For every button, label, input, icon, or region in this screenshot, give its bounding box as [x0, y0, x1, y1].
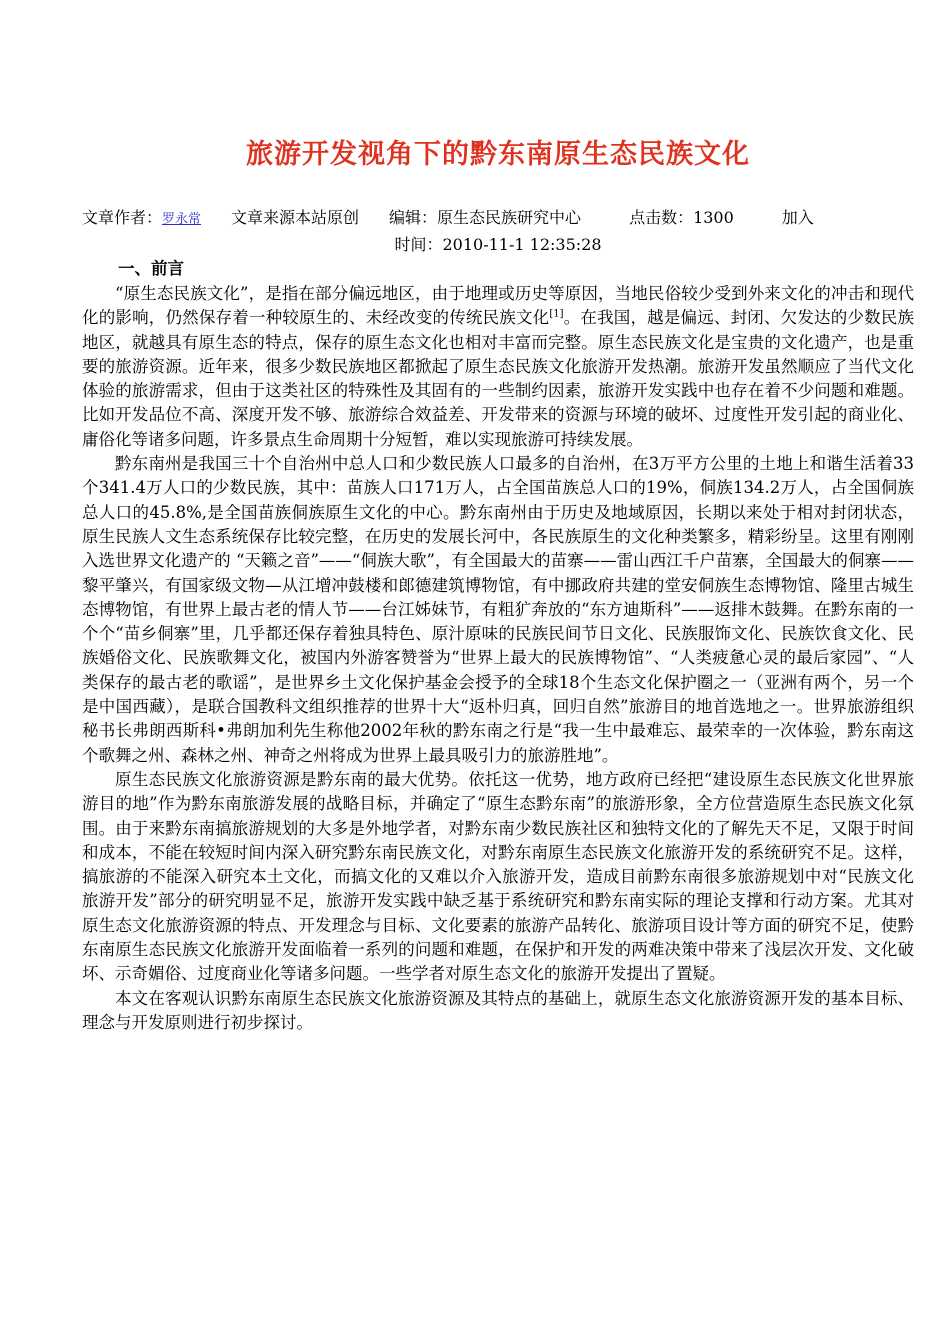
footnote-ref[interactable]: [1]	[549, 308, 564, 320]
paragraph: 黔东南州是我国三十个自治州中总人口和少数民族人口最多的自治州，在3万平方公里的土地上和谐生活着33个341.4万人口的少数民族，其中：苗族人口171万人，占全国苗族总人口的19%，侗族134.2万人，占全国侗族总人口的45.8%,是全国苗族侗族原生文化的中心。黔东南州由于历史及地域原因，长期以来处于相对封闭状态，原生民族人文生态系统保存比较完整，在历史的发展长河中，各民族原生的文化种类繁多，精彩纷呈。这里有刚刚入选世界文化遗产的 “天籁之音”——“侗族大歌”，有全国最大的苗寨——雷山西江千户苗寨，全国最大的侗寨——黎平肇兴，有国家级文物—从江增冲鼓楼和郎德建筑博物馆，有中挪政府共建的堂安侗族生态博物馆、隆里古城生态博物馆，有世界上最古老的情人节——台江姊妹节，有粗犷奔放的“东方迪斯科”——返排木鼓舞。在黔东南的一个个“苗乡侗寨”里，几乎都还保存着独具特色、原汁原味的民族民间节日文化、民族服饰文化、民族饮食文化、民族婚俗文化、民族歌舞文化，被国内外游客赞誉为“世界上最大的民族博物馆”、“人类疲惫心灵的最后家园”、“人类保存的最古老的歌谣”，是世界乡土文化保护基金会授予的全球18个生态文化保护圈之一（亚洲有两个，另一个是中国西藏），是联合国教科文组织推荐的世界十大“返朴归真，回归自然”旅游目的地首选地之一。世界旅游组织秘书长弗朗西斯科•弗朗加利先生称他2002年秋的黔东南之行是“我一生中最难忘、最荣幸的一次体验，黔东南这个歌舞之州、森林之州、神奇之州将成为世界上最具吸引力的旅游胜地”。	[82, 454, 914, 765]
editor-text: 编辑：原生态民族研究中心	[389, 208, 582, 227]
author-label: 文章作者：	[82, 208, 163, 227]
article-title: 旅游开发视角下的黔东南原生态民族文化	[246, 139, 750, 170]
meta-line	[82, 205, 914, 232]
hits-count: 点击数：1300	[629, 208, 734, 227]
added-label: 加入	[781, 208, 814, 227]
source-text: 文章来源本站原创	[231, 208, 360, 227]
paragraph-text: 。在我国，越是偏远、封闭、欠发达的少数民族地区，就越具有原生态的特点，保存的原生态文化也相对丰富而完整。原生态民族文化是宝贵的文化遗产，也是重要的旅游资源。近年来，很多少数民族地区都掀起了原生态民族文化旅游开发热潮。旅游开发虽然顺应了当代文化体验的旅游需求，但由于这类社区的特殊性及其固有的一些制约因素，旅游开发实践中也存在着不少问题和难题。比如开发品位不高、深度开发不够、旅游综合效益差、开发带来的资源与环境的破坏、过度性开发引起的商业化、庸俗化等诸多问题，许多景点生命周期十分短暂，难以实现旅游可持续发展。	[82, 308, 915, 449]
author-link[interactable]: 罗永常	[162, 212, 202, 227]
paragraph: 本文在客观认识黔东南原生态民族文化旅游资源及其特点的基础上，就原生态文化旅游资源开发的基本目标、理念与开发原则进行初步探讨。	[82, 988, 914, 1032]
paragraph: 原生态民族文化旅游资源是黔东南的最大优势。依托这一优势，地方政府已经把“建设原生态民族文化世界旅游目的地”作为黔东南旅游发展的战略目标，并确定了“原生态黔东南”的旅游形象，全方位营造原生态民族文化氛围。由于来黔东南搞旅游规划的大多是外地学者，对黔东南少数民族社区和独特文化的了解先天不足，又限于时间和成本，不能在较短时间内深入研究黔东南民族文化，对黔东南原生态民族文化旅游开发的系统研究不足。这样，搞旅游的不能深入研究本土文化，而搞文化的又难以介入旅游开发，造成目前黔东南很多旅游规划中对“民族文化旅游开发”部分的研究明显不足，旅游开发实践中缺乏基于系统研究和黔东南实际的理论支撑和行动方案。尤其对原生态文化旅游资源的特点、开发理念与目标、文化要素的旅游产品转化、旅游项目设计等方面的研究不足，使黔东南原生态民族文化旅游开发面临着一系列的问题和难题，在保护和开发的两难决策中带来了浅层次开发、文化破坏、示奇媚俗、过度商业化等诸多问题。一些学者对原生态文化的旅游开发提出了置疑。	[82, 769, 914, 984]
article-body	[82, 256, 914, 1035]
article-meta	[82, 205, 914, 257]
publish-time: 时间：2010-11-1 12:35:28	[394, 235, 602, 254]
section-heading: 一、前言	[118, 259, 184, 278]
paragraph	[82, 282, 914, 452]
paragraph-text: “原生态民族文化”，是指在部分偏远地区，由于地理或历史等原因，当地民俗较少受到外来文化的冲击和现代化的影响，仍然保存着一种较原生的、未经改变的传统民族文化	[82, 284, 914, 328]
